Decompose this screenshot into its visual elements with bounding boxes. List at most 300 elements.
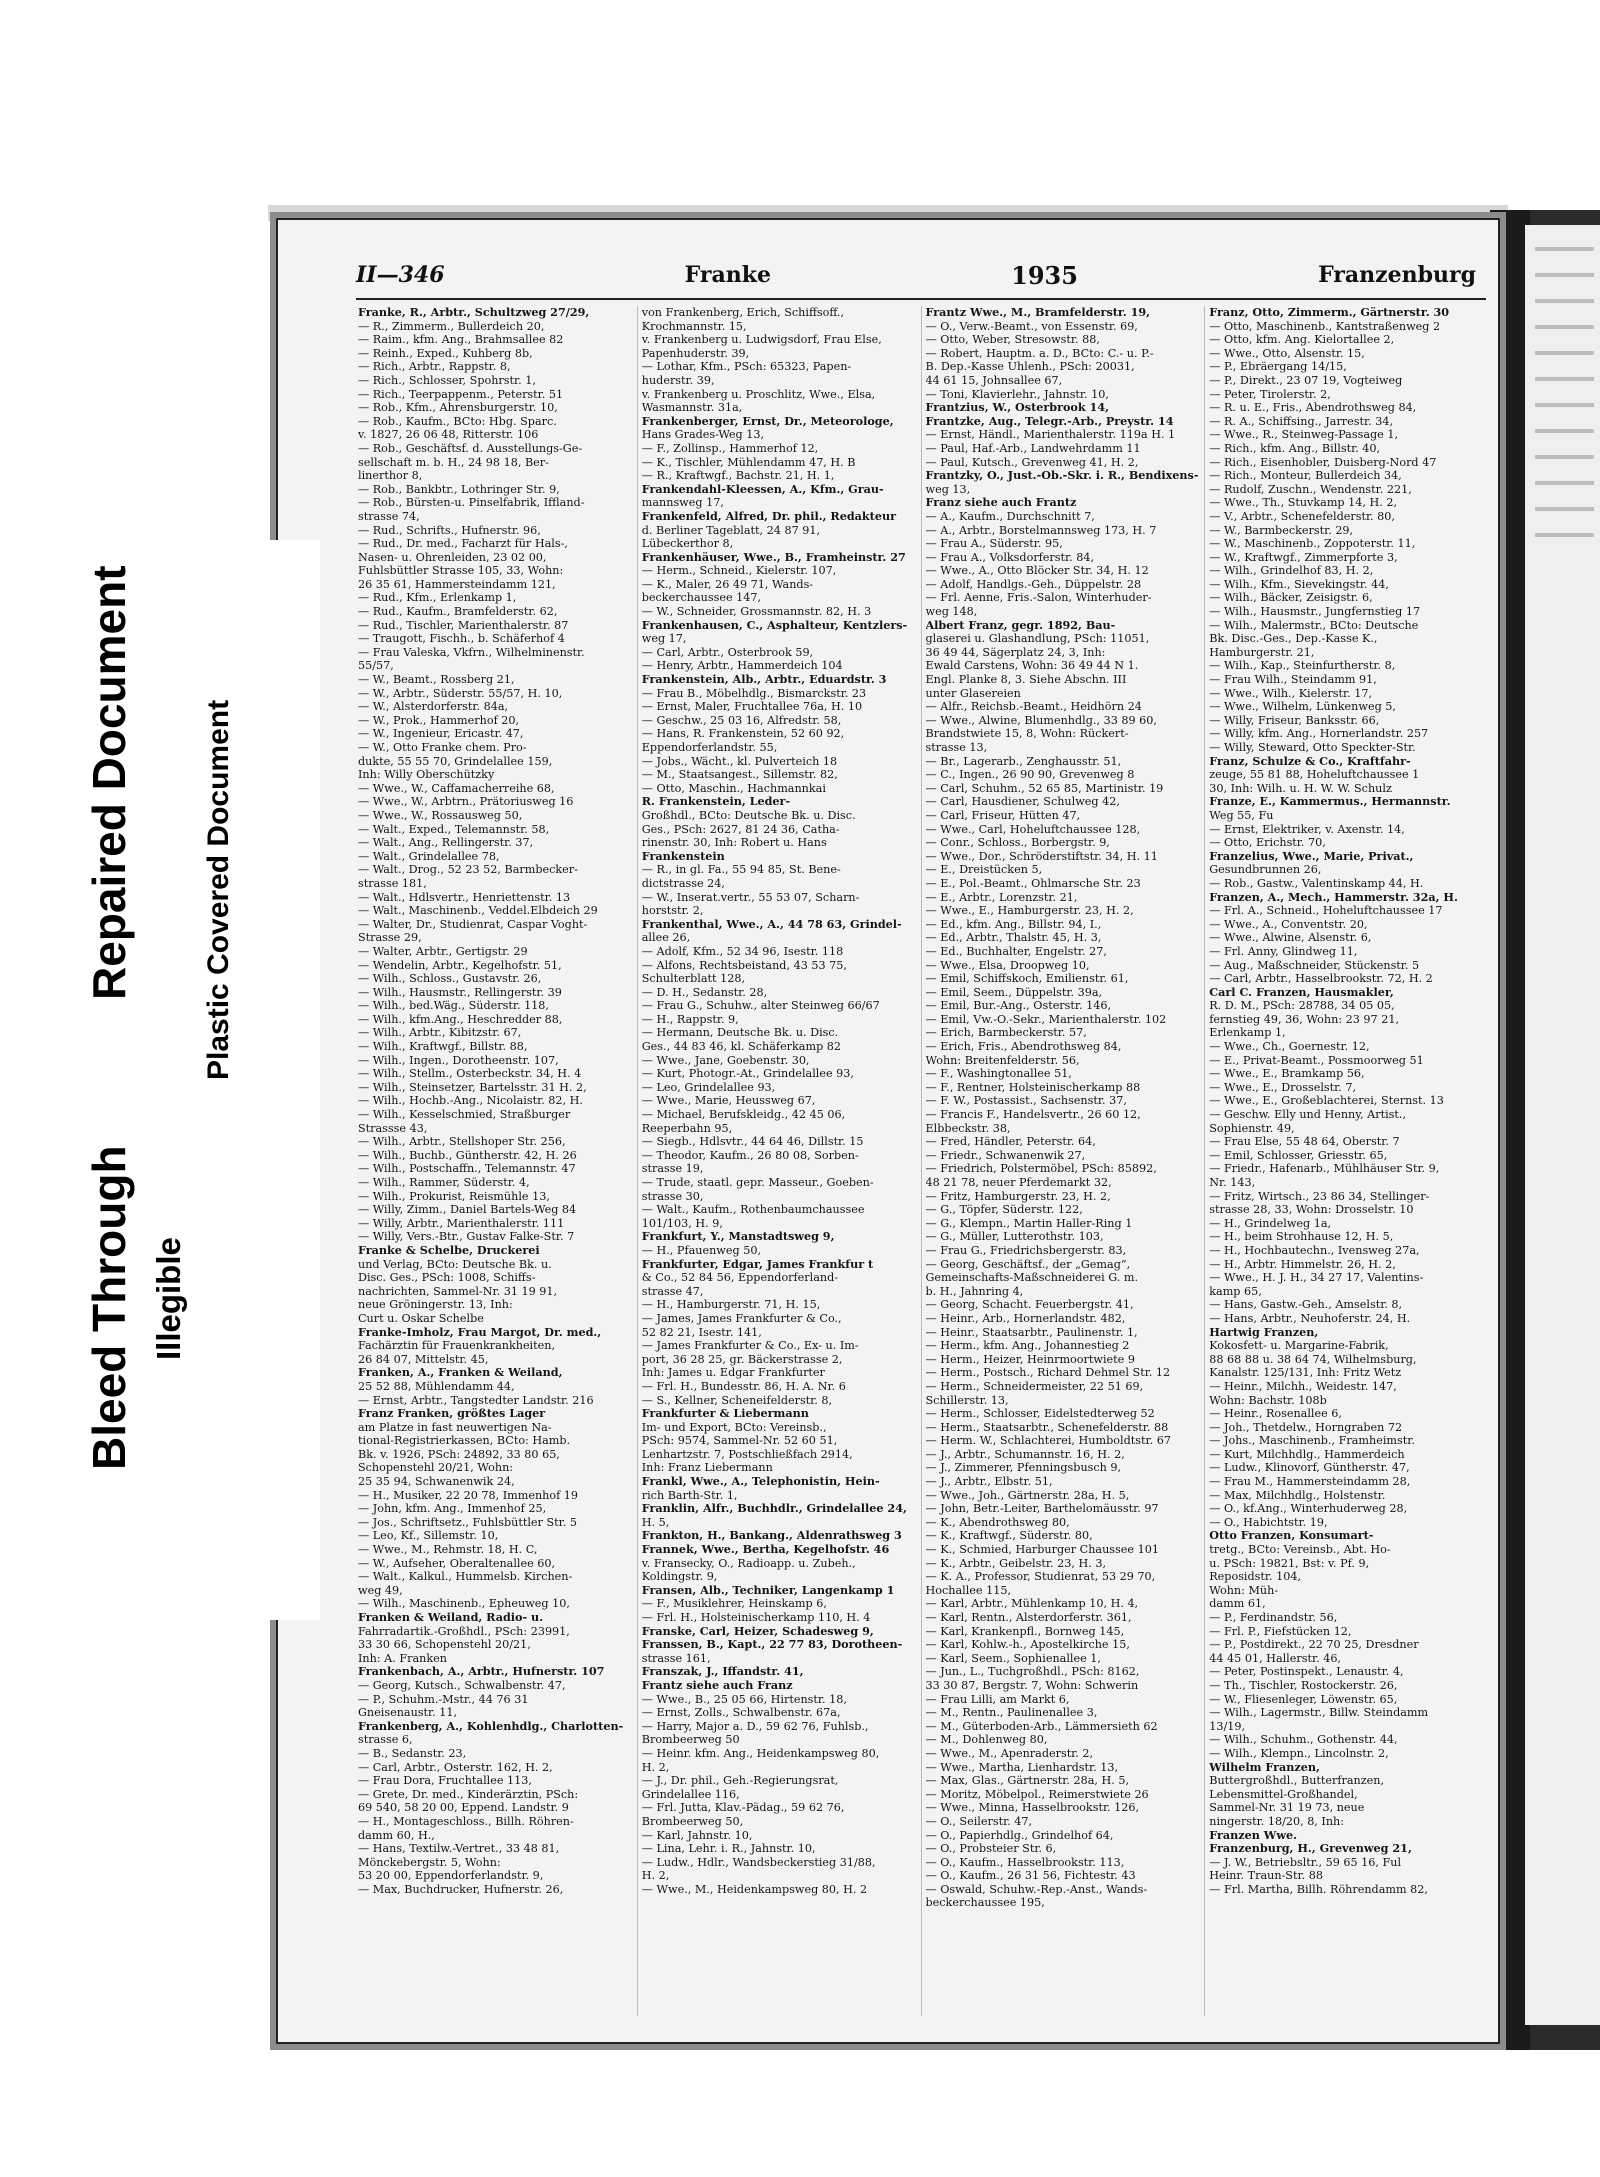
directory-entry: — Carl, Hausdiener, Schulweg 42, — [925, 795, 1120, 809]
directory-entry: — Carl, Friseur, Hütten 47, — [925, 808, 1081, 822]
directory-entry: Curt u. Oskar Schelbe — [358, 1311, 484, 1325]
directory-entry: — F., Rentner, Holsteinischerkamp 88 — [925, 1080, 1141, 1094]
directory-entry: — Frau G., Schuhw., alter Steinweg 66/67 — [641, 999, 880, 1013]
directory-entry: — Reinh., Exped., Kuhberg 8b, — [358, 346, 533, 360]
directory-entry: — Henry, Arbtr., Hammerdeich 104 — [641, 659, 843, 673]
directory-entry: — P., Ebräergang 14/15, — [1209, 360, 1347, 374]
directory-entry: Wilhelm Franzen, — [1209, 1760, 1320, 1774]
directory-entry: — W., Otto Franke chem. Pro- — [358, 741, 527, 754]
directory-entry: Papenhuderstr. 39, — [641, 346, 750, 360]
directory-entry: — Theodor, Kaufm., 26 80 08, Sorben- — [641, 1148, 859, 1162]
directory-entry: Franz Franken, größtes Lager — [358, 1407, 546, 1421]
directory-entry: Sammel-Nr. 31 19 73, neue — [1209, 1801, 1365, 1815]
directory-entry: — K., Kraftwgf., Süderstr. 80, — [925, 1529, 1093, 1543]
directory-entry: — A., Arbtr., Borstelmannsweg 173, H. 7 — [925, 523, 1157, 537]
directory-entry: — Georg, Schacht. Feuerbergstr. 41, — [925, 1298, 1134, 1312]
directory-entry: — Frl. H., Bundesstr. 86, H. A. Nr. 6 — [641, 1379, 846, 1393]
directory-entry: — Heinr., Staatsarbtr., Paulinenstr. 1, — [925, 1325, 1138, 1339]
directory-entry: Kanalstr. 125/131, Inh: Fritz Wetz — [1209, 1366, 1402, 1380]
directory-entry: — Wilh., Malermstr., BCto: Deutsche — [1209, 618, 1419, 632]
directory-entry: — M., Staatsangest., Sillemstr. 82, — [641, 768, 838, 782]
directory-entry: — Rob., Kaufm., BCto: Hbg. Sparc. — [358, 414, 557, 428]
directory-entry: — O., Habichtstr. 19, — [1209, 1515, 1328, 1529]
directory-entry: Fahrradartik.-Großhdl., PSch: 23991, — [358, 1624, 570, 1638]
directory-entry: — Walt., Kalkul., Hummelsb. Kirchen- — [358, 1570, 573, 1584]
directory-entry: — Frau G., Friedrichsbergerstr. 83, — [925, 1243, 1127, 1257]
directory-entry: — A., Kaufm., Durchschnitt 7, — [925, 509, 1095, 523]
directory-entry: — Br., Lagerarb., Zenghausstr. 51, — [925, 754, 1122, 768]
directory-entry: — Rud., Kfm., Erlenkamp 1, — [358, 591, 517, 605]
directory-entry: — Geschw. Elly und Henny, Artist., — [1209, 1108, 1407, 1122]
directory-entry: — Otto, kfm. Ang. Kielortallee 2, — [1209, 333, 1395, 347]
directory-entry: H. 5, — [641, 1515, 670, 1529]
directory-entry: Frankenberg, A., Kohlenhdlg., Charlotten- — [358, 1719, 624, 1733]
directory-entry: glaserei u. Glashandlung, PSch: 11051, — [925, 632, 1150, 646]
directory-entry: — Walter, Dr., Studienrat, Caspar Voght- — [358, 917, 588, 931]
directory-entry: — Heinr. kfm. Ang., Heidenkampsweg 80, — [641, 1746, 880, 1760]
directory-entry: — Wwe., W., Caffamacherreihe 68, — [358, 781, 555, 795]
directory-entry: — F., Washingtonallee 51, — [925, 1067, 1072, 1081]
directory-entry: — H., Grindelweg 1a, — [1209, 1216, 1332, 1230]
directory-entry: Inh: James u. Edgar Frankfurter — [641, 1366, 825, 1380]
directory-entry: — Wilh., Buchb., Güntherstr. 42, H. 26 — [358, 1148, 577, 1162]
directory-entry: — Wilh., Arbtr., Stellshoper Str. 256, — [358, 1135, 566, 1149]
directory-entry: — Wilh., Ingen., Dorotheenstr. 107, — [358, 1053, 559, 1067]
directory-entry: — Wwe., H. J. H., 34 27 17, Valentins- — [1209, 1271, 1424, 1285]
directory-entry: 48 21 78, neuer Pferdemarkt 32, — [925, 1176, 1112, 1189]
directory-entry: — Hermann, Deutsche Bk. u. Disc. — [641, 1026, 839, 1040]
directory-entry: Gesundbrunnen 26, — [1209, 863, 1322, 877]
directory-entry: — Heinr., Arb., Hornerlandstr. 482, — [925, 1311, 1126, 1325]
directory-entry: Franssen, B., Kapt., 22 77 83, Dorotheen- — [641, 1638, 903, 1652]
directory-entry: — Erich, Barmbeckerstr. 57, — [925, 1026, 1087, 1040]
directory-entry: — Wwe., Otto, Alsenstr. 15, — [1209, 346, 1365, 360]
directory-entry: — Ernst, Elektriker, v. Axenstr. 14, — [1209, 822, 1405, 836]
directory-entry: Buttergroßhdl., Butterfranzen, — [1209, 1774, 1384, 1788]
directory-entry: — Karl, Krankenpfl., Bornweg 145, — [925, 1624, 1125, 1638]
directory-entry: Frankfurt, Y., Manstadtsweg 9, — [641, 1230, 835, 1244]
directory-entry: — Rud., Schrifts., Hufnerstr. 96, — [358, 523, 541, 537]
directory-entry: Gemeinschafts-Maßschneiderei G. m. — [925, 1271, 1139, 1285]
directory-entry: mannsweg 17, — [641, 496, 724, 510]
directory-entry: Frantz Wwe., M., Bramfelderstr. 19, — [925, 306, 1151, 319]
directory-entry: — Wilh., Kraftwgf., Billstr. 88, — [358, 1040, 528, 1054]
directory-entry: — Frau M., Hammersteindamm 28, — [1209, 1475, 1411, 1489]
directory-entry: Koldingstr. 9, — [641, 1570, 718, 1584]
directory-entry: — Geschw., 25 03 16, Alfredstr. 58, — [641, 713, 842, 727]
directory-column-3 — [926, 306, 1206, 2016]
directory-entry: 33 30 66, Schopenstehl 20/21, — [358, 1638, 531, 1652]
directory-entry: rinenstr. 30, Inh: Robert u. Hans — [641, 836, 827, 850]
directory-entry: — J., Arbtr., Schumannstr. 16, H. 2, — [925, 1447, 1125, 1461]
directory-entry: — Wendelin, Arbtr., Kegelhofstr. 51, — [358, 958, 562, 972]
directory-entry: Franzenburg, H., Grevenweg 21, — [1209, 1842, 1412, 1856]
directory-entry: Nasen- u. Ohrenleiden, 23 02 00, — [358, 550, 547, 564]
directory-entry: Mönckebergstr. 5, Wohn: — [358, 1855, 501, 1869]
directory-entry: Hochallee 115, — [925, 1583, 1011, 1597]
directory-entry: — B., Sedanstr. 23, — [358, 1746, 467, 1760]
directory-entry: Frankenthal, Wwe., A., 44 78 63, Grindel- — [641, 917, 902, 931]
directory-entry: — V., Arbtr., Schenefelderstr. 80, — [1209, 509, 1395, 523]
directory-entry: Franze, E., Kammermus., Hermannstr. — [1209, 795, 1451, 809]
directory-entry: — Peter, Postinspekt., Lenaustr. 4, — [1209, 1665, 1404, 1679]
directory-entry: — Rich., Schlosser, Spohrstr. 1, — [358, 373, 536, 387]
directory-entry: am Platze in fast neuwertigen Na- — [358, 1420, 552, 1434]
directory-entry: — Lothar, Kfm., PSch: 65323, Papen- — [641, 360, 852, 374]
directory-entry: Franz siehe auch Frantz — [925, 496, 1077, 510]
directory-entry: — Wwe., Wilh., Kielerstr. 17, — [1209, 686, 1373, 700]
directory-entry: — Robert, Hauptm. a. D., BCto: C.- u. P.- — [925, 346, 1154, 360]
directory-entry: — Joh., Thetdelw., Horngraben 72 — [1209, 1420, 1403, 1434]
directory-entry: Fransen, Alb., Techniker, Langenkamp 1 — [641, 1583, 895, 1597]
directory-entry: — Wilh., Lagermstr., Billw. Steindamm — [1209, 1706, 1429, 1720]
directory-entry: — Frau Else, 55 48 64, Oberstr. 7 — [1209, 1135, 1400, 1149]
directory-entry: — Wwe., Alwine, Alsenstr. 6, — [1209, 931, 1372, 945]
directory-entry: strasse 181, — [358, 876, 427, 890]
directory-entry: strasse 28, 33, Wohn: Drosselstr. 10 — [1209, 1203, 1414, 1217]
directory-entry: Hamburgerstr. 21, — [1209, 645, 1315, 659]
directory-entry: — Wwe., Dor., Schröderstiftstr. 34, H. 11 — [925, 849, 1158, 863]
header-first-word: Franke — [684, 262, 771, 288]
directory-column-4 — [1209, 306, 1488, 2016]
directory-entry: — W., Inserat.vertr., 55 53 07, Scharn- — [641, 890, 860, 904]
directory-entry: Frankenstein, Alb., Arbtr., Eduardstr. 3 — [641, 673, 887, 687]
directory-entry: — Siegb., Hdlsvtr., 44 64 46, Dillstr. 15 — [641, 1135, 864, 1149]
directory-entry: 25 52 88, Mühlendamm 44, — [358, 1379, 515, 1393]
directory-entry: — Karl, Kohlw.-h., Apostelkirche 15, — [925, 1638, 1130, 1652]
directory-entry: Otto Franzen, Konsumart- — [1209, 1529, 1374, 1543]
directory-entry: Wohn: Breitenfelderstr. 56, — [925, 1053, 1080, 1067]
adjacent-page — [1525, 225, 1600, 2025]
directory-entry: Franzen, A., Mech., Hammerstr. 32a, H. — [1209, 890, 1458, 904]
directory-entry: Lübeckerthor 8, — [641, 537, 734, 551]
directory-entry: — Max, Milchhdlg., Holstenstr. — [1209, 1488, 1386, 1502]
directory-entry: — H., Musiker, 22 20 78, Immenhof 19 — [358, 1488, 579, 1502]
directory-entry: — Ed., Buchhalter, Engelstr. 27, — [925, 944, 1107, 958]
directory-entry: — Wwe., M., Apenraderstr. 2, — [925, 1746, 1094, 1760]
directory-entry: 33 30 87, Bergstr. 7, Wohn: Schwerin — [925, 1678, 1139, 1692]
header-last-word: Franzenburg — [1318, 262, 1476, 288]
directory-entry: allee 26, — [641, 931, 691, 945]
header-rule — [356, 298, 1486, 300]
directory-entry: fernstieg 49, 36, Wohn: 23 97 21, — [1209, 1012, 1399, 1026]
directory-entry: — Wwe., Ch., Goernestr. 12, — [1209, 1040, 1370, 1054]
directory-entry: — Wilh., Prokurist, Reismühle 13, — [358, 1189, 550, 1203]
directory-entry: — Max, Glas., Gärtnerstr. 28a, H. 5, — [925, 1774, 1130, 1788]
directory-entry: — K., Abendrothsweg 80, — [925, 1515, 1070, 1529]
header-year: 1935 — [1011, 260, 1078, 290]
condition-label-repaired: Repaired Document — [83, 565, 135, 1000]
directory-entry: — Ed., Arbtr., Thalstr. 45, H. 3, — [925, 931, 1102, 945]
directory-entry: — Herm., Postsch., Richard Dehmel Str. 12 — [925, 1366, 1171, 1380]
directory-entry: — John, Betr.-Leiter, Barthelomäusstr. 97 — [925, 1502, 1159, 1516]
directory-entry: H. 2, — [641, 1869, 670, 1883]
directory-entry: — Rud., Tischler, Marienthalerstr. 87 — [358, 618, 569, 632]
directory-entry: — Ludw., Klinovorf, Güntherstr. 47, — [1209, 1461, 1410, 1475]
directory-entry: Franz, Schulze & Co., Kraftfahr- — [1209, 754, 1411, 768]
directory-entry: von Frankenberg, Erich, Schiffsoff., — [641, 306, 845, 319]
directory-entry: ningerstr. 18/20, 8, Inh: — [1209, 1814, 1345, 1828]
directory-entry: — Willy, Vers.-Btr., Gustav Falke-Str. 7 — [358, 1230, 575, 1244]
directory-entry: Strasse 29, — [358, 931, 422, 945]
directory-entry: — Karl, Arbtr., Mühlenkamp 10, H. 4, — [925, 1597, 1139, 1611]
directory-entry: — H., Rappstr. 9, — [641, 1012, 739, 1026]
directory-entry: — Willy, kfm. Ang., Hornerlandstr. 257 — [1209, 727, 1429, 741]
directory-entry: — Karl, Seem., Sophienallee 1, — [925, 1651, 1101, 1665]
directory-entry: — Otto, Erichstr. 70, — [1209, 836, 1326, 850]
directory-entry: — O., Probsteier Str. 6, — [925, 1842, 1057, 1856]
directory-entry: — Ernst, Händl., Marienthalerstr. 119a H. 1 — [925, 428, 1176, 442]
directory-entry: — Wwe., E., Großeblachterei, Sternst. 13 — [1209, 1094, 1444, 1108]
directory-entry: — Wwe., Martha, Lienhardstr. 13, — [925, 1760, 1119, 1774]
directory-entry: — Willy, Zimm., Daniel Bartels-Weg 84 — [358, 1203, 577, 1217]
directory-entry: — Herm. W., Schlachterei, Humboldtstr. 67 — [925, 1434, 1171, 1448]
directory-entry: — Rud., Dr. med., Facharzt für Hals-, — [358, 537, 568, 551]
directory-entry: — Wwe., E., Bramkamp 56, — [1209, 1067, 1365, 1081]
directory-entry: Franz, Otto, Zimmerm., Gärtnerstr. 30 — [1209, 306, 1450, 319]
directory-entry: — Wilh., Schloss., Gustavstr. 26, — [358, 972, 542, 986]
directory-entry: — O., Verw.-Beamt., von Essenstr. 69, — [925, 319, 1138, 333]
directory-entry: — K., Arbtr., Geibelstr. 23, H. 3, — [925, 1556, 1106, 1570]
directory-entry: — Wwe., Th., Stuvkamp 14, H. 2, — [1209, 496, 1398, 510]
directory-entry: — Jos., Schriftsetz., Fuhlsbüttler Str. 5 — [358, 1515, 577, 1529]
directory-entry: — E., Arbtr., Lorenzstr. 21, — [925, 890, 1078, 904]
directory-entry: Eppendorferlandstr. 55, — [641, 741, 778, 754]
directory-entry: tretg., BCto: Vereinsb., Abt. Ho- — [1209, 1543, 1391, 1557]
directory-entry: — Carl, Arbtr., Osterbrook 59, — [641, 645, 814, 659]
directory-entry: Brandstwiete 15, 8, Wohn: Rückert- — [925, 727, 1129, 741]
directory-entry: — Wilh., Bäcker, Zeisigstr. 6, — [1209, 591, 1373, 605]
directory-entry: — Frau Lilli, am Markt 6, — [925, 1692, 1070, 1706]
directory-entry: 44 45 01, Hallerstr. 46, — [1209, 1651, 1341, 1665]
directory-entry: Schopenstehl 20/21, Wohn: — [358, 1461, 514, 1475]
directory-entry: — Leo, Grindelallee 93, — [641, 1080, 776, 1094]
directory-entry: — Frl. Martha, Billh. Röhrendamm 82, — [1209, 1882, 1428, 1896]
directory-entry: — Wilh., Postschaffn., Telemannstr. 47 — [358, 1162, 576, 1176]
directory-entry: 52 82 21, Isestr. 141, — [641, 1325, 762, 1339]
directory-entry: Reposidstr. 104, — [1209, 1570, 1302, 1584]
directory-entry: — Harry, Major a. D., 59 62 76, Fuhlsb., — [641, 1719, 869, 1733]
directory-entry: strasse 47, — [641, 1284, 704, 1298]
directory-entry: — Emil, Schlosser, Griesstr. 65, — [1209, 1148, 1388, 1162]
directory-entry: — J., Arbtr., Elbstr. 51, — [925, 1475, 1053, 1489]
directory-entry: weg 17, — [641, 632, 687, 646]
directory-entry: — Leo, Kf., Sillemstr. 10, — [358, 1529, 499, 1543]
directory-entry: Frankenstein — [641, 849, 725, 863]
directory-entry: — K., Maler, 26 49 71, Wands- — [641, 577, 814, 591]
directory-entry: — Adolf, Handlgs.-Geh., Düppelstr. 28 — [925, 577, 1142, 591]
directory-entry: — E., Pol.-Beamt., Ohlmarsche Str. 23 — [925, 876, 1141, 890]
directory-page — [276, 218, 1500, 2044]
directory-entry: — Walt., Grindelallee 78, — [358, 849, 500, 863]
directory-entry: — R. A., Schiffsing., Jarrestr. 34, — [1209, 414, 1394, 428]
directory-entry: — Ed., kfm. Ang., Billstr. 94, I., — [925, 917, 1102, 931]
directory-entry: Ewald Carstens, Wohn: 36 49 44 N 1. — [925, 659, 1139, 673]
directory-entry: — Emil, Bur.-Ang., Osterstr. 146, — [925, 999, 1112, 1013]
directory-entry: Frantzky, O., Just.-Ob.-Skr. i. R., Bendixens- — [925, 469, 1199, 483]
directory-entry: b. H., Jahnring 4, — [925, 1284, 1024, 1298]
directory-entry: — Francis F., Handelsvertr., 26 60 12, — [925, 1108, 1141, 1122]
directory-entry: Franzelius, Wwe., Marie, Privat., — [1209, 849, 1414, 863]
directory-entry: — Erich, Fris., Abendrothsweg 84, — [925, 1040, 1122, 1054]
directory-entry: damm 61, — [1209, 1597, 1266, 1611]
directory-entry: — W., Fliesenleger, Löwenstr. 65, — [1209, 1692, 1398, 1706]
directory-entry: — J., Zimmerer, Pfenningsbusch 9, — [925, 1461, 1122, 1475]
directory-entry: — Wwe., Marie, Heussweg 67, — [641, 1094, 816, 1108]
directory-entry: Gneisenaustr. 11, — [358, 1706, 458, 1720]
directory-entry: weg 49, — [358, 1583, 403, 1597]
directory-entry: — Walt., Drog., 52 23 52, Barmbecker- — [358, 863, 578, 877]
directory-entry: — O., Papierhdlg., Grindelhof 64, — [925, 1828, 1114, 1842]
directory-entry: — W., Alsterdorferstr. 84a, — [358, 700, 509, 714]
directory-entry: — D. H., Sedanstr. 28, — [641, 985, 768, 999]
directory-entry: — Frl. Jutta, Klav.-Pädag., 59 62 76, — [641, 1801, 845, 1815]
directory-entry: — Rud., Kaufm., Bramfelderstr. 62, — [358, 605, 558, 619]
directory-entry: Franske, Carl, Heizer, Schadesweg 9, — [641, 1624, 874, 1638]
directory-entry: — Frl. Aenne, Fris.-Salon, Winterhuder- — [925, 591, 1152, 605]
directory-entry: v. 1827, 26 06 48, Ritterstr. 106 — [358, 428, 539, 442]
directory-entry: rich Barth-Str. 1, — [641, 1488, 738, 1502]
directory-entry: Frankenbach, A., Arbtr., Hufnerstr. 107 — [358, 1665, 605, 1679]
directory-entry: — Heinr., Rosenallee 6, — [1209, 1407, 1342, 1421]
directory-entry: Franke & Schelbe, Druckerei — [358, 1243, 540, 1257]
directory-entry: — Ernst, Zolls., Schwalbenstr. 67a, — [641, 1706, 841, 1720]
directory-entry: — M., Güterboden-Arb., Lämmersieth 62 — [925, 1719, 1158, 1733]
directory-entry: Brombeerweg 50 — [641, 1733, 740, 1747]
directory-entry: — W., Kraftwgf., Zimmerpforte 3, — [1209, 550, 1398, 564]
directory-entry: — Wilh., Arbtr., Kibitzstr. 67, — [358, 1026, 522, 1040]
directory-entry: — Karl, Jahnstr. 10, — [641, 1828, 753, 1842]
directory-entry: — Wwe., A., Conventstr. 20, — [1209, 917, 1368, 931]
directory-entry: Franklin, Alfr., Buchhdlr., Grindelallee 24, — [641, 1502, 907, 1516]
directory-entry: — P., Direkt., 23 07 19, Vogteiweg — [1209, 373, 1403, 387]
directory-entry: — Conr., Schloss., Borbergstr. 9, — [925, 836, 1110, 850]
directory-entry: 26 35 61, Hammersteindamm 121, — [358, 577, 556, 591]
directory-entry: kamp 65, — [1209, 1284, 1262, 1298]
directory-entry: Fachärztin für Frauenkrankheiten, — [358, 1339, 556, 1353]
directory-entry: Krochmannstr. 15, — [641, 319, 747, 333]
directory-entry: — Hans, Gastw.-Geh., Amselstr. 8, — [1209, 1298, 1403, 1312]
directory-entry: — H., Hochbautechn., Ivensweg 27a, — [1209, 1243, 1420, 1257]
directory-entry: — W., Prok., Hammerhof 20, — [358, 713, 520, 727]
directory-entry: d. Berliner Tageblatt, 24 87 91, — [641, 523, 821, 537]
directory-entry: — W., Schneider, Grossmannstr. 82, H. 3 — [641, 605, 872, 619]
directory-entry: Bk. Disc.-Ges., Dep.-Kasse K., — [1209, 632, 1378, 646]
directory-entry: — H., Arbtr. Himmelstr. 26, H. 2, — [1209, 1257, 1396, 1271]
directory-entry: strasse 161, — [641, 1651, 711, 1665]
directory-entry: — Frau A., Volksdorferstr. 84, — [925, 550, 1095, 564]
directory-entry: — K. A., Professor, Studienrat, 53 29 70, — [925, 1570, 1156, 1584]
directory-entry: — Adolf, Kfm., 52 34 96, Isestr. 118 — [641, 944, 844, 958]
directory-entry: — Willy, Steward, Otto Speckter-Str. — [1209, 741, 1416, 754]
directory-entry: — James Frankfurter & Co., Ex- u. Im- — [641, 1339, 859, 1353]
directory-entry: — Wilh., Hausmstr., Jungfernstieg 17 — [1209, 605, 1421, 619]
directory-entry: — Wilh., Hochb.-Ang., Nicolaistr. 82, H. — [358, 1094, 583, 1108]
directory-entry: — Herm., kfm. Ang., Johannestieg 2 — [925, 1339, 1130, 1353]
directory-entry: — Walter, Arbtr., Gertigstr. 29 — [358, 944, 528, 958]
directory-columns — [358, 306, 1488, 2016]
directory-entry: — Georg, Kutsch., Schwalbenstr. 47, — [358, 1678, 566, 1692]
directory-entry: — G., Müller, Lutterothstr. 103, — [925, 1230, 1104, 1244]
directory-entry: Disc. Ges., PSch: 1008, Schiffs- — [358, 1271, 536, 1285]
directory-entry: Großhdl., BCto: Deutsche Bk. u. Disc. — [641, 808, 856, 822]
directory-entry: — Friedr., Hafenarb., Mühlhäuser Str. 9, — [1209, 1162, 1440, 1176]
directory-entry: Frankenhäuser, Wwe., B., Framheinstr. 27 — [641, 550, 906, 564]
directory-entry: Lebensmittel-Großhandel, — [1209, 1787, 1358, 1801]
directory-entry: — Wwe., A., Otto Blöcker Str. 34, H. 12 — [925, 564, 1149, 578]
directory-entry: Sophienstr. 49, — [1209, 1121, 1295, 1135]
directory-entry: Frantzke, Aug., Telegr.-Arb., Preystr. 14 — [925, 414, 1174, 428]
directory-entry: Frankl, Wwe., A., Telephonistin, Hein- — [641, 1475, 880, 1489]
directory-entry: Ges., PSch: 2627, 81 24 36, Catha- — [641, 822, 840, 836]
directory-entry: — Rob., Kfm., Ahrensburgerstr. 10, — [358, 401, 558, 415]
directory-entry: — Rob., Bankbtr., Lothringer Str. 9, — [358, 482, 560, 496]
directory-entry: Hartwig Franzen, — [1209, 1325, 1319, 1339]
directory-entry: — Carl, Schuhm., 52 65 85, Martinistr. 19 — [925, 781, 1164, 795]
directory-entry: — Wwe., Alwine, Blumenhdlg., 33 89 60, — [925, 713, 1157, 727]
directory-entry: Heinr. Traun-Str. 88 — [1209, 1869, 1323, 1883]
directory-entry: Frankfurter & Liebermann — [641, 1407, 809, 1421]
directory-entry: — Rich., Monteur, Bullerdeich 34, — [1209, 469, 1402, 483]
directory-entry: — Emil, Schiffskoch, Emilienstr. 61, — [925, 972, 1129, 986]
directory-entry: — Wilh., Kfm., Sievekingstr. 44, — [1209, 577, 1389, 591]
directory-entry: Nr. 143, — [1209, 1176, 1256, 1189]
directory-entry: — Wwe., M., Heidenkampsweg 80, H. 2 — [641, 1882, 868, 1896]
directory-entry: — Rich., kfm. Ang., Billstr. 40, — [1209, 441, 1381, 455]
directory-entry: beckerchaussee 195, — [925, 1896, 1045, 1910]
condition-label-illegible: Illegible — [150, 1237, 187, 1360]
directory-entry: Strassse 43, — [358, 1121, 428, 1135]
directory-entry: strasse 19, — [641, 1162, 704, 1176]
directory-entry: — Th., Tischler, Rostockerstr. 26, — [1209, 1678, 1398, 1692]
directory-entry: — Heinr., Milchh., Weidestr. 147, — [1209, 1379, 1397, 1393]
directory-entry: Frantz siehe auch Franz — [641, 1678, 793, 1692]
directory-entry: 36 49 44, Sägerplatz 24, 3, Inh: — [925, 645, 1106, 659]
condition-label-bleed-through: Bleed Through — [83, 1145, 135, 1470]
directory-entry: — Frau Wilh., Steindamm 91, — [1209, 673, 1377, 687]
directory-entry: — Carl, Arbtr., Hasselbrookstr. 72, H. 2 — [1209, 972, 1433, 986]
directory-entry: — Herm., Schneidermeister, 22 51 69, — [925, 1379, 1144, 1393]
directory-entry: — Wilh., Hausmstr., Rellingerstr. 39 — [358, 985, 562, 999]
directory-entry: v. Frankenberg u. Ludwigsdorf, Frau Else, — [641, 333, 882, 347]
directory-entry: Carl C. Franzen, Hausmakler, — [1209, 985, 1394, 999]
directory-entry: — Max, Buchdrucker, Hufnerstr. 26, — [358, 1882, 564, 1896]
directory-entry: port, 36 28 25, gr. Bäckerstrasse 2, — [641, 1352, 843, 1366]
directory-entry: strasse 6, — [358, 1733, 413, 1747]
directory-entry: Frankfurter, Edgar, James Frankfur t — [641, 1257, 874, 1271]
directory-entry: Lenhartzstr. 7, Postschließfach 2914, — [641, 1447, 853, 1461]
directory-entry: — Raim., kfm. Ang., Brahmsallee 82 — [358, 333, 564, 347]
directory-entry: — Alfr., Reichsb.-Beamt., Heidhörn 24 — [925, 700, 1142, 714]
directory-entry: — James, James Frankfurter & Co., — [641, 1311, 842, 1325]
directory-entry: Grindelallee 116, — [641, 1787, 740, 1801]
directory-entry: Hans Grades-Weg 13, — [641, 428, 765, 442]
directory-entry: — P., Ferdinandstr. 56, — [1209, 1611, 1338, 1624]
directory-entry: Franke-Imholz, Frau Margot, Dr. med., — [358, 1325, 602, 1339]
directory-entry: — Frl. A., Schneid., Hoheluftchaussee 17 — [1209, 904, 1443, 918]
directory-entry: v. Frankenberg u. Proschlitz, Wwe., Elsa, — [641, 387, 876, 401]
directory-entry: weg 13, — [925, 482, 971, 496]
directory-entry: — F., Zollinsp., Hammerhof 12, — [641, 441, 819, 455]
directory-entry: dictstrasse 24, — [641, 876, 725, 890]
page-number: II—346 — [356, 262, 445, 288]
directory-entry: Schulterblatt 128, — [641, 972, 745, 986]
condition-label-plastic-covered: Plastic Covered Document — [202, 699, 235, 1080]
directory-entry: — Friedrich, Polstermöbel, PSch: 85892, — [925, 1162, 1157, 1176]
directory-entry: dukte, 55 55 70, Grindelallee 159, — [358, 754, 553, 768]
directory-entry: — Walt., Maschinenb., Veddel.Elbdeich 29 — [358, 904, 598, 918]
directory-entry: — Herm., Schlosser, Eidelstedterweg 52 — [925, 1407, 1155, 1421]
